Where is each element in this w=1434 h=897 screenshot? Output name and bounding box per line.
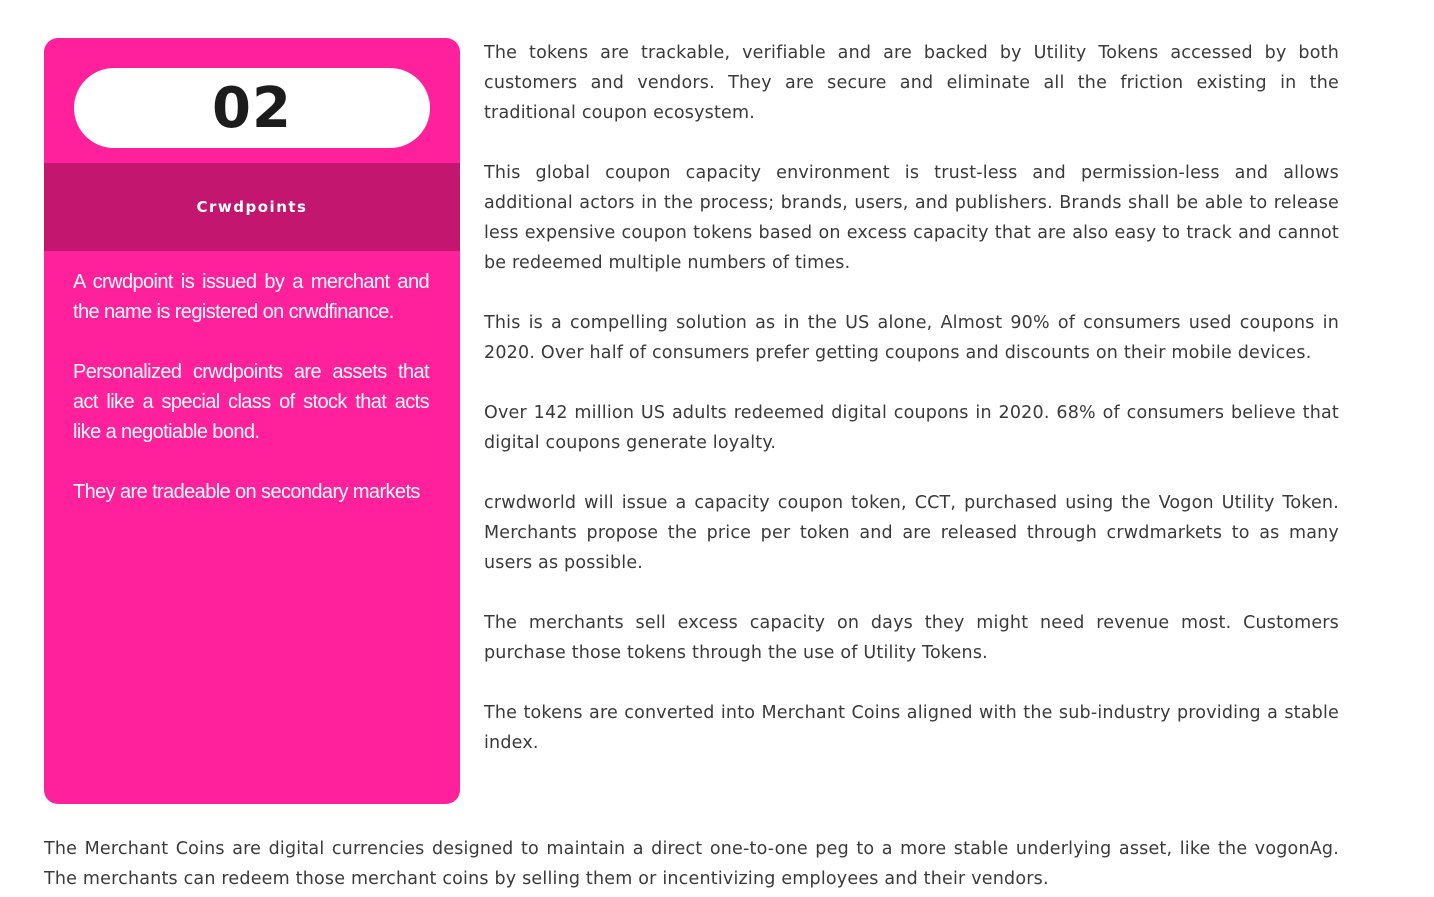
content-paragraph: This global coupon capacity environment is trust-less and permission-less and allows additional actors in the process; brands, users, and publishers. Brands shall be able to release less expensive coupon tokens based on excess capacity that are also easy to track and cannot be redeemed multiple numbers of times. xyxy=(484,163,1339,273)
content-paragraph: This is a compelling solution as in the US alone, Almost 90% of consumers used coupons in 2020. Over half of consumers prefer getting coupons and discounts on their mobile devices. xyxy=(484,313,1339,363)
content-paragraph: The tokens are trackable, verifiable and are backed by Utility Tokens accessed by both customers and vendors. They are secure and eliminate all the friction existing in the traditional coupon ecosystem. xyxy=(484,43,1339,123)
card-paragraph: They are tradeable on secondary markets xyxy=(73,481,420,503)
content-paragraph: crwdworld will issue a capacity coupon token, CCT, purchased using the Vogon Utility Token. Merchants propose the price per token and are released through crwdmarkets to as many users as possible. xyxy=(484,493,1339,573)
bottom-paragraph: The Merchant Coins are digital currencies designed to maintain a direct one-to-one peg to a more stable underlying asset, like the vogonAg. The merchants can redeem those merchant coins by selling them or incentivizing employees and their vendors. xyxy=(44,839,1339,889)
card-paragraph: Personalized crwdpoints are assets that act like a special class of stock that acts like a negotiable bond. xyxy=(73,361,429,443)
card-title-band xyxy=(44,163,460,251)
step-number-badge: 02 xyxy=(74,68,430,148)
content-column xyxy=(484,38,1339,788)
content-paragraph: Over 142 million US adults redeemed digital coupons in 2020. 68% of consumers believe that digital coupons generate loyalty. xyxy=(484,403,1339,453)
crwdpoints-card xyxy=(44,38,460,804)
content-paragraph: The tokens are converted into Merchant Coins aligned with the sub-industry providing a stable index. xyxy=(484,703,1339,753)
card-paragraph: A crwdpoint is issued by a merchant and the name is registered on crwdfinance. xyxy=(73,271,429,323)
card-title: Crwdpoints xyxy=(196,198,308,216)
card-body xyxy=(73,267,429,537)
content-paragraph: The merchants sell excess capacity on days they might need revenue most. Customers purchase those tokens through the use of Utility Tokens. xyxy=(484,613,1339,663)
